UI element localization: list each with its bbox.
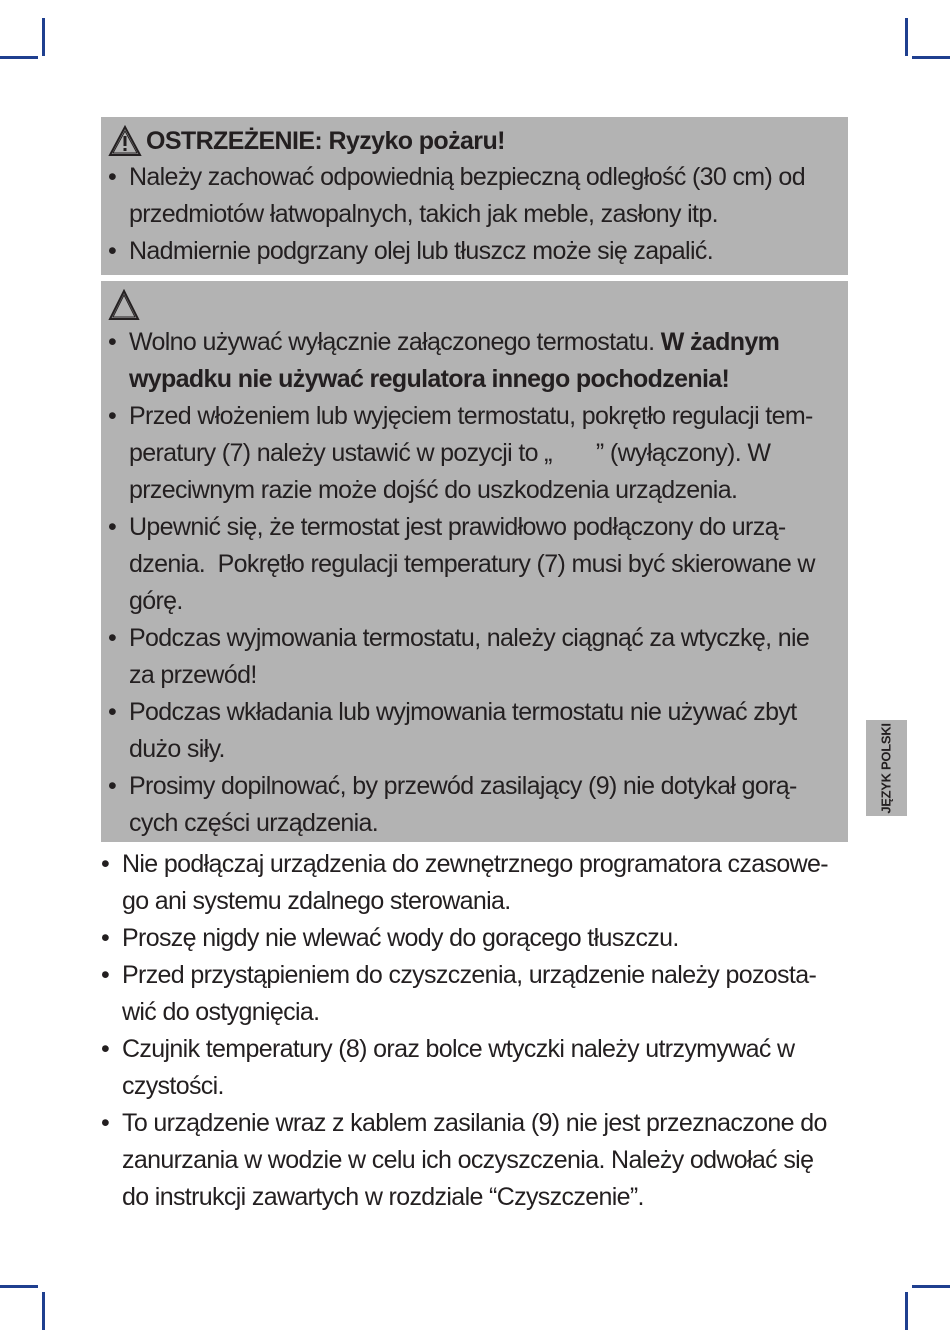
list-item: • Podczas wyjmowania termostatu, należy ciągnąć za wtyczkę, nie za przewód! xyxy=(108,620,836,694)
thermostat-warning-list xyxy=(108,324,836,842)
list-item: • Prosimy dopilnować, by przewód zasilający (9) nie dotykał gorą- cych części urządzenia. xyxy=(108,768,836,842)
list-item: • Przed przystąpieniem do czyszczenia, urządzenie należy pozosta- wić do ostygnięcia. xyxy=(101,957,848,1031)
fire-warning-box xyxy=(101,117,848,275)
crop-mark-bottom-left-v xyxy=(42,1292,45,1330)
warning-triangle-icon xyxy=(108,289,140,321)
crop-mark-bottom-right-v xyxy=(905,1292,908,1330)
fire-warning-list xyxy=(108,159,836,270)
list-item: • Nie podłączaj urządzenia do zewnętrznego programatora czasowe- go ani systemu zdalnego sterowania. xyxy=(101,846,848,920)
crop-mark-bottom-right-h xyxy=(912,1285,950,1288)
crop-mark-top-left-v xyxy=(42,18,45,56)
list-item: • Nadmiernie podgrzany olej lub tłuszcz może się zapalić. xyxy=(108,233,836,270)
crop-mark-top-right-h xyxy=(912,56,950,59)
language-side-tab xyxy=(866,720,907,816)
list-item: • Podczas wkładania lub wyjmowania termostatu nie używać zbyt dużo siły. xyxy=(108,694,836,768)
fire-warning-heading xyxy=(108,123,836,159)
general-safety-list xyxy=(101,846,848,1216)
fire-warning-title: OSTRZEŻENIE: Ryzyko pożaru! xyxy=(146,126,505,155)
crop-mark-bottom-left-h xyxy=(0,1285,38,1288)
thermostat-warning-box xyxy=(101,281,848,842)
warning-triangle-icon xyxy=(108,125,142,157)
list-item: • Wolno używać wyłącznie załączonego termostatu. W żadnym wypadku nie używać regulatora innego pochodzenia! xyxy=(108,324,836,398)
language-tab-label: JĘZYK POLSKI xyxy=(879,722,894,814)
crop-mark-top-left-h xyxy=(0,56,38,59)
list-item: • To urządzenie wraz z kablem zasilania (9) nie jest przeznaczone do zanurzania w wodzie w celu ich oczyszczenia. Należy odwołać się do instrukcji zawartych w rozdziale “Czyszczenie”. xyxy=(101,1105,848,1216)
list-item: • Przed włożeniem lub wyjęciem termostatu, pokrętło regulacji tem- peratury (7) należy ustawić w pozycji to „ ” (wyłączony). W przeciwnym razie może dojść do uszkodzenia urządzenia. xyxy=(108,398,836,509)
thermostat-warning-heading xyxy=(108,286,836,324)
list-item: • Należy zachować odpowiednią bezpieczną odległość (30 cm) od przedmiotów łatwopalnych, takich jak meble, zasłony itp. xyxy=(108,159,836,233)
list-item: • Proszę nigdy nie wlewać wody do gorącego tłuszczu. xyxy=(101,920,848,957)
crop-mark-top-right-v xyxy=(905,18,908,56)
list-item: • Czujnik temperatury (8) oraz bolce wtyczki należy utrzymywać w czystości. xyxy=(101,1031,848,1105)
list-item: • Upewnić się, że termostat jest prawidłowo podłączony do urzą- dzenia. Pokrętło regulacji temperatury (7) musi być skierowane w górę. xyxy=(108,509,836,620)
